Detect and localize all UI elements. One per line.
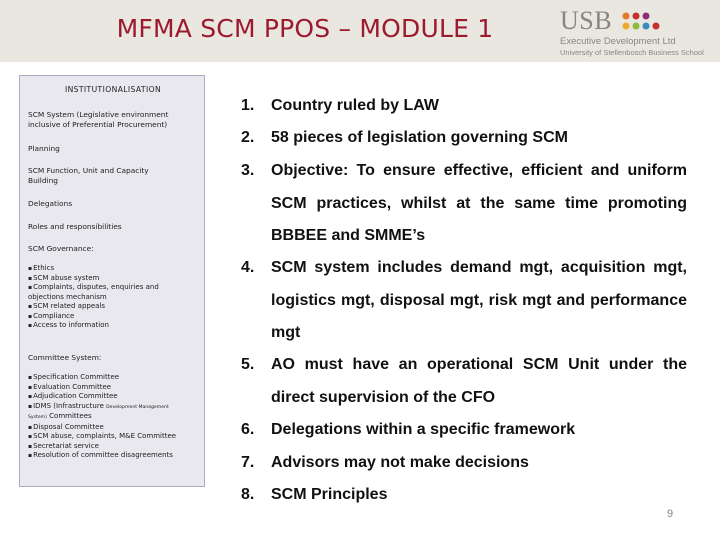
- list-item: ▪ Specification Committee: [28, 373, 176, 383]
- committee-list: [28, 373, 176, 461]
- item-number: 7.: [241, 454, 255, 471]
- item-text: 58 pieces of legislation governing SCM: [271, 129, 568, 146]
- panel-governance-heading: SCM Governance:: [28, 244, 94, 253]
- list-item: ▪ SCM abuse, complaints, M&E Committee: [28, 432, 176, 442]
- item-text: AO must have an operational SCM Unit under the direct supervision of the CFO: [271, 356, 687, 406]
- logo-dots-icon: [618, 10, 678, 38]
- list-item: ▪ Secretariat service: [28, 442, 176, 452]
- list-item-8: [241, 479, 687, 512]
- item-number: 4.: [241, 259, 255, 276]
- logo-university: University of Stellenbosch Business School: [560, 48, 704, 57]
- item-text: Advisors may not make decisions: [271, 454, 529, 471]
- item-number: 5.: [241, 356, 255, 373]
- item-number: 8.: [241, 486, 255, 503]
- list-item: ▪ Evaluation Committee: [28, 383, 176, 393]
- list-item: ▪ Complaints, disputes, enquiries and: [28, 283, 159, 293]
- page-number: 9: [667, 508, 674, 520]
- list-item-1: [241, 90, 687, 123]
- panel-system-line2: inclusive of Preferential Procurement): [28, 120, 168, 129]
- idms-small-text: Development Management: [106, 404, 169, 410]
- idms-tail: Committees: [49, 412, 92, 420]
- logo-wordmark: USB: [560, 6, 613, 35]
- list-item-7: [241, 447, 687, 480]
- idms-label: IDMS (Infrastructure: [33, 401, 104, 410]
- panel-roles: Roles and responsibilities: [28, 222, 122, 231]
- panel-system-line1: SCM System (Legislative environment: [28, 110, 169, 119]
- item-text: SCM system includes demand mgt, acquisition mgt, logistics mgt, disposal mgt, risk mgt and performance mgt: [271, 259, 687, 341]
- item-number: 3.: [241, 162, 255, 179]
- list-item: ▪ SCM abuse system: [28, 274, 159, 284]
- item-number: 6.: [241, 421, 255, 438]
- list-item-5: [241, 349, 687, 414]
- list-item: ▪ Disposal Committee: [28, 423, 176, 433]
- list-item: ▪ Ethics: [28, 264, 159, 274]
- panel-delegations: Delegations: [28, 199, 73, 208]
- list-item: [28, 412, 176, 423]
- list-item: [28, 402, 176, 413]
- item-number: 2.: [241, 129, 255, 146]
- list-item: ▪ Adjudication Committee: [28, 392, 176, 402]
- item-text: SCM Principles: [271, 486, 388, 503]
- slide-title: MFMA SCM PPOS – MODULE 1: [116, 14, 494, 43]
- list-item-6: [241, 414, 687, 447]
- panel-function-line1: SCM Function, Unit and Capacity: [28, 166, 149, 175]
- panel-committee-heading: Committee System:: [28, 353, 102, 362]
- list-item-2: [241, 122, 687, 155]
- item-text: Country ruled by LAW: [271, 97, 439, 114]
- panel-function-line2: Building: [28, 176, 58, 185]
- usb-logo: [560, 6, 715, 58]
- logo-subtitle: Executive Development Ltd: [560, 36, 676, 47]
- item-text: Delegations within a specific framework: [271, 421, 576, 438]
- list-item: ▪ Access to information: [28, 321, 159, 331]
- governance-list: [28, 264, 159, 331]
- institutionalisation-panel: [19, 75, 205, 487]
- panel-title: INSTITUTIONALISATION: [64, 85, 162, 94]
- list-item-4: [241, 252, 687, 350]
- item-text: Objective: To ensure effective, efficient and uniform SCM practices, whilst at the same time promoting BBBEE and SMME’s: [271, 162, 687, 244]
- header-band: [0, 0, 720, 62]
- list-item: objections mechanism: [28, 292, 107, 301]
- item-number: 1.: [241, 97, 255, 114]
- list-item: ▪ Compliance: [28, 312, 159, 322]
- list-item-3: [241, 155, 687, 253]
- idms-small-text-2: System): [28, 415, 47, 420]
- panel-planning: Planning: [28, 144, 60, 153]
- list-item: ▪ SCM related appeals: [28, 302, 159, 312]
- list-item: ▪ Resolution of committee disagreements: [28, 451, 176, 461]
